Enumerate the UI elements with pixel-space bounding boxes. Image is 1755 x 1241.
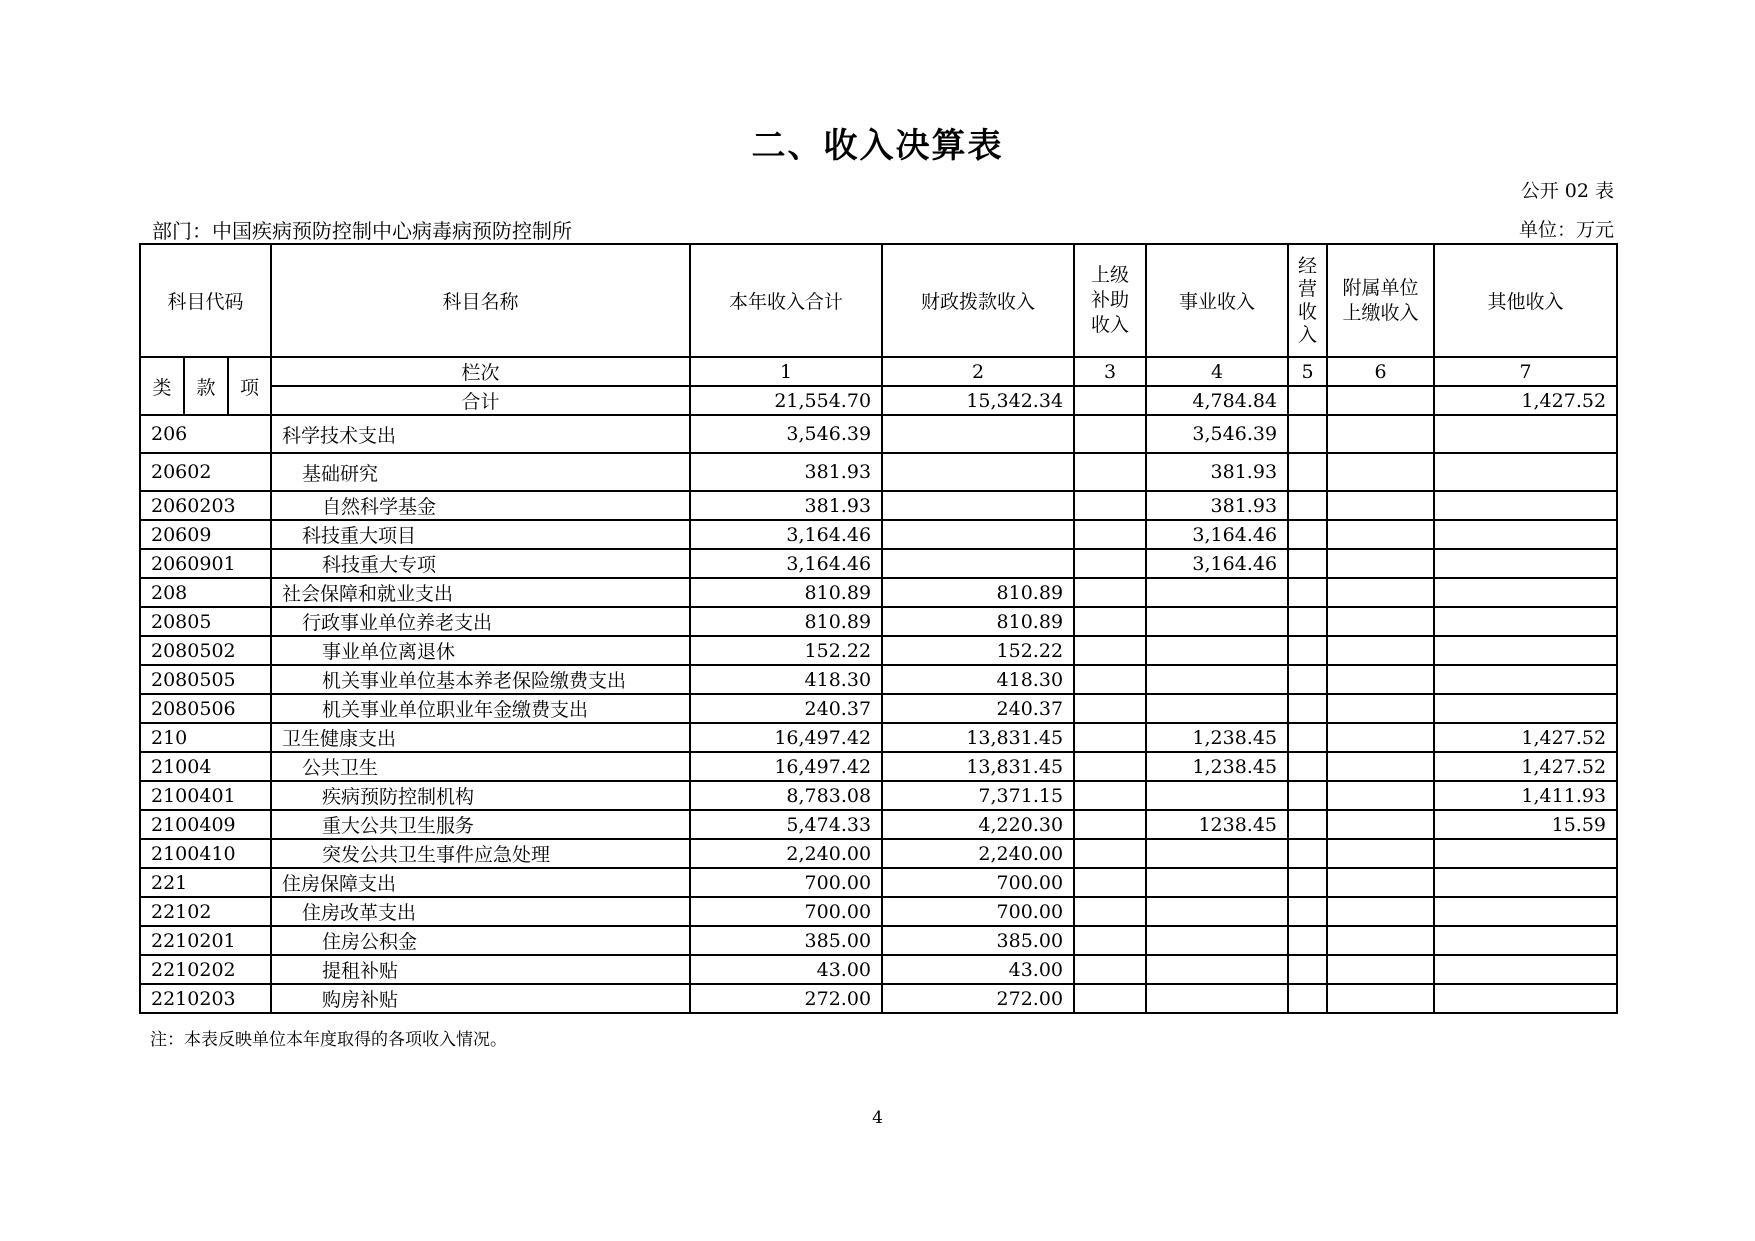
row-code: 2100401 bbox=[140, 781, 271, 810]
row-fiscal bbox=[882, 520, 1074, 549]
row-affiliated bbox=[1327, 926, 1434, 955]
row-superior bbox=[1074, 752, 1146, 781]
row-fiscal: 272.00 bbox=[882, 984, 1074, 1013]
row-superior bbox=[1074, 665, 1146, 694]
header-fiscal: 财政拨款收入 bbox=[882, 244, 1074, 357]
table-row bbox=[140, 723, 1617, 752]
row-code: 2080502 bbox=[140, 636, 271, 665]
row-business: 3,164.46 bbox=[1146, 520, 1288, 549]
row-other bbox=[1434, 453, 1617, 491]
row-total: 16,497.42 bbox=[690, 752, 882, 781]
row-name-cell bbox=[271, 723, 690, 752]
row-superior bbox=[1074, 868, 1146, 897]
row-operating bbox=[1288, 984, 1327, 1013]
row-superior bbox=[1074, 491, 1146, 520]
income-table bbox=[139, 243, 1618, 1014]
row-superior bbox=[1074, 723, 1146, 752]
department-label: 部门：中国疾病预防控制中心病毒病预防控制所 bbox=[152, 219, 572, 243]
unit-label: 单位：万元 bbox=[1518, 219, 1614, 241]
row-name: 基础研究 bbox=[302, 462, 379, 485]
row-operating bbox=[1288, 897, 1327, 926]
row-fiscal: 43.00 bbox=[882, 955, 1074, 984]
summary-operating bbox=[1288, 386, 1327, 415]
row-name: 社会保障和就业支出 bbox=[282, 583, 454, 605]
col-index-1: 1 bbox=[690, 357, 882, 386]
table-row bbox=[140, 520, 1617, 549]
row-business bbox=[1146, 781, 1288, 810]
summary-label: 合计 bbox=[271, 386, 690, 415]
row-superior bbox=[1074, 955, 1146, 984]
row-superior bbox=[1074, 839, 1146, 868]
row-operating bbox=[1288, 955, 1327, 984]
row-fiscal: 700.00 bbox=[882, 897, 1074, 926]
col-index-5: 5 bbox=[1288, 357, 1327, 386]
row-name: 公共卫生 bbox=[302, 757, 379, 779]
header-superior-line-3: 收入 bbox=[1091, 314, 1130, 336]
header-operating-line-2: 营 bbox=[1298, 277, 1318, 300]
row-other bbox=[1434, 839, 1617, 868]
header-name: 科目名称 bbox=[271, 244, 690, 357]
row-fiscal: 810.89 bbox=[882, 578, 1074, 607]
row-affiliated bbox=[1327, 897, 1434, 926]
row-other: 15.59 bbox=[1434, 810, 1617, 839]
header-operating-line-1: 经 bbox=[1298, 254, 1318, 277]
header-operating-line-4: 入 bbox=[1298, 323, 1318, 346]
row-affiliated bbox=[1327, 955, 1434, 984]
row-total: 43.00 bbox=[690, 955, 882, 984]
row-operating bbox=[1288, 810, 1327, 839]
row-affiliated bbox=[1327, 839, 1434, 868]
row-fiscal: 4,220.30 bbox=[882, 810, 1074, 839]
row-code: 22102 bbox=[140, 897, 271, 926]
row-code: 20805 bbox=[140, 607, 271, 636]
row-name-cell bbox=[271, 955, 690, 984]
row-name-cell bbox=[271, 694, 690, 723]
row-affiliated bbox=[1327, 694, 1434, 723]
row-total: 381.93 bbox=[690, 453, 882, 491]
table-row bbox=[140, 868, 1617, 897]
row-fiscal bbox=[882, 453, 1074, 491]
table-row bbox=[140, 897, 1617, 926]
row-name-cell bbox=[271, 752, 690, 781]
row-code: 20602 bbox=[140, 453, 271, 491]
col-index-7: 7 bbox=[1434, 357, 1617, 386]
row-affiliated bbox=[1327, 665, 1434, 694]
row-affiliated bbox=[1327, 752, 1434, 781]
row-business bbox=[1146, 607, 1288, 636]
row-superior bbox=[1074, 984, 1146, 1013]
header-other: 其他收入 bbox=[1434, 244, 1617, 357]
row-name: 科学技术支出 bbox=[282, 424, 397, 447]
row-business: 1,238.45 bbox=[1146, 752, 1288, 781]
row-name-cell bbox=[271, 897, 690, 926]
row-business: 381.93 bbox=[1146, 491, 1288, 520]
row-business: 381.93 bbox=[1146, 453, 1288, 491]
row-name: 事业单位离退休 bbox=[322, 641, 456, 663]
row-name: 行政事业单位养老支出 bbox=[302, 612, 493, 634]
row-other bbox=[1434, 549, 1617, 578]
row-name: 购房补贴 bbox=[322, 989, 399, 1011]
col-index-2: 2 bbox=[882, 357, 1074, 386]
row-other bbox=[1434, 868, 1617, 897]
row-affiliated bbox=[1327, 578, 1434, 607]
table-note: 注：本表反映单位本年度取得的各项收入情况。 bbox=[150, 1030, 507, 1050]
table-row bbox=[140, 752, 1617, 781]
header-lanci: 栏次 bbox=[271, 357, 690, 386]
row-name-cell bbox=[271, 868, 690, 897]
row-other bbox=[1434, 636, 1617, 665]
row-name: 科技重大项目 bbox=[302, 525, 417, 547]
row-name-cell bbox=[271, 839, 690, 868]
table-row bbox=[140, 607, 1617, 636]
row-code: 20609 bbox=[140, 520, 271, 549]
row-total: 240.37 bbox=[690, 694, 882, 723]
row-name: 提租补贴 bbox=[322, 960, 399, 982]
table-row bbox=[140, 810, 1617, 839]
row-business bbox=[1146, 868, 1288, 897]
summary-fiscal: 15,342.34 bbox=[882, 386, 1074, 415]
row-total: 700.00 bbox=[690, 868, 882, 897]
header-lei: 类 bbox=[140, 357, 184, 415]
row-fiscal: 7,371.15 bbox=[882, 781, 1074, 810]
row-other bbox=[1434, 665, 1617, 694]
row-business: 1238.45 bbox=[1146, 810, 1288, 839]
table-row bbox=[140, 926, 1617, 955]
row-other: 1,411.93 bbox=[1434, 781, 1617, 810]
row-name: 住房公积金 bbox=[322, 931, 418, 953]
row-affiliated bbox=[1327, 810, 1434, 839]
row-operating bbox=[1288, 665, 1327, 694]
row-operating bbox=[1288, 636, 1327, 665]
row-superior bbox=[1074, 520, 1146, 549]
column-index-row bbox=[140, 357, 1617, 386]
row-operating bbox=[1288, 781, 1327, 810]
row-name: 自然科学基金 bbox=[322, 496, 437, 518]
header-operating bbox=[1288, 244, 1327, 357]
page-title: 二、收入决算表 bbox=[751, 126, 1004, 166]
row-name-cell bbox=[271, 549, 690, 578]
row-fiscal: 13,831.45 bbox=[882, 752, 1074, 781]
row-fiscal bbox=[882, 491, 1074, 520]
row-code: 210 bbox=[140, 723, 271, 752]
row-other bbox=[1434, 984, 1617, 1013]
row-name-cell bbox=[271, 665, 690, 694]
row-operating bbox=[1288, 520, 1327, 549]
row-code: 2060203 bbox=[140, 491, 271, 520]
row-operating bbox=[1288, 752, 1327, 781]
summary-other: 1,427.52 bbox=[1434, 386, 1617, 415]
row-affiliated bbox=[1327, 491, 1434, 520]
row-code: 2210203 bbox=[140, 984, 271, 1013]
row-affiliated bbox=[1327, 607, 1434, 636]
summary-row bbox=[140, 386, 1617, 415]
table-row bbox=[140, 549, 1617, 578]
header-code: 科目代码 bbox=[140, 244, 271, 357]
row-name-cell bbox=[271, 636, 690, 665]
row-other bbox=[1434, 926, 1617, 955]
row-code: 2100409 bbox=[140, 810, 271, 839]
header-kuan: 款 bbox=[184, 357, 228, 415]
row-code: 221 bbox=[140, 868, 271, 897]
table-row bbox=[140, 955, 1617, 984]
row-code: 208 bbox=[140, 578, 271, 607]
row-fiscal: 152.22 bbox=[882, 636, 1074, 665]
row-business bbox=[1146, 694, 1288, 723]
row-other bbox=[1434, 415, 1617, 453]
row-name: 重大公共卫生服务 bbox=[322, 815, 475, 837]
row-superior bbox=[1074, 578, 1146, 607]
row-name-cell bbox=[271, 520, 690, 549]
row-other bbox=[1434, 694, 1617, 723]
row-total: 2,240.00 bbox=[690, 839, 882, 868]
row-fiscal: 13,831.45 bbox=[882, 723, 1074, 752]
row-affiliated bbox=[1327, 723, 1434, 752]
header-affiliated-line-1: 附属单位 bbox=[1342, 276, 1419, 299]
row-affiliated bbox=[1327, 868, 1434, 897]
row-name-cell bbox=[271, 781, 690, 810]
row-other bbox=[1434, 607, 1617, 636]
row-operating bbox=[1288, 868, 1327, 897]
header-xiang: 项 bbox=[228, 357, 271, 415]
row-total: 16,497.42 bbox=[690, 723, 882, 752]
header-operating-line-3: 收 bbox=[1298, 300, 1318, 323]
row-total: 418.30 bbox=[690, 665, 882, 694]
row-other bbox=[1434, 578, 1617, 607]
table-row bbox=[140, 453, 1617, 491]
row-total: 381.93 bbox=[690, 491, 882, 520]
row-business bbox=[1146, 926, 1288, 955]
row-name: 住房保障支出 bbox=[282, 873, 397, 895]
row-name-cell bbox=[271, 578, 690, 607]
row-code: 2080505 bbox=[140, 665, 271, 694]
row-fiscal: 385.00 bbox=[882, 926, 1074, 955]
row-name: 疾病预防控制机构 bbox=[322, 786, 475, 808]
row-other: 1,427.52 bbox=[1434, 723, 1617, 752]
row-code: 2080506 bbox=[140, 694, 271, 723]
table-row bbox=[140, 636, 1617, 665]
header-affiliated-line-2: 上缴收入 bbox=[1342, 301, 1419, 324]
row-business: 3,164.46 bbox=[1146, 549, 1288, 578]
row-superior bbox=[1074, 607, 1146, 636]
row-code: 2060901 bbox=[140, 549, 271, 578]
header-superior bbox=[1074, 244, 1146, 357]
row-total: 8,783.08 bbox=[690, 781, 882, 810]
row-affiliated bbox=[1327, 520, 1434, 549]
row-business: 3,546.39 bbox=[1146, 415, 1288, 453]
row-name-cell bbox=[271, 415, 690, 453]
table-row bbox=[140, 694, 1617, 723]
row-operating bbox=[1288, 839, 1327, 868]
table-row bbox=[140, 665, 1617, 694]
row-other bbox=[1434, 520, 1617, 549]
row-operating bbox=[1288, 578, 1327, 607]
row-total: 3,164.46 bbox=[690, 549, 882, 578]
row-superior bbox=[1074, 549, 1146, 578]
row-fiscal: 2,240.00 bbox=[882, 839, 1074, 868]
row-total: 5,474.33 bbox=[690, 810, 882, 839]
row-total: 385.00 bbox=[690, 926, 882, 955]
header-superior-line-1: 上级 bbox=[1091, 264, 1130, 286]
row-fiscal bbox=[882, 415, 1074, 453]
row-name: 突发公共卫生事件应急处理 bbox=[322, 844, 551, 866]
header-row bbox=[140, 244, 1617, 357]
table-row bbox=[140, 415, 1617, 453]
row-name-cell bbox=[271, 926, 690, 955]
summary-superior bbox=[1074, 386, 1146, 415]
row-total: 272.00 bbox=[690, 984, 882, 1013]
row-superior bbox=[1074, 694, 1146, 723]
row-affiliated bbox=[1327, 636, 1434, 665]
row-total: 810.89 bbox=[690, 607, 882, 636]
row-name-cell bbox=[271, 491, 690, 520]
row-operating bbox=[1288, 415, 1327, 453]
row-fiscal: 700.00 bbox=[882, 868, 1074, 897]
row-affiliated bbox=[1327, 453, 1434, 491]
row-other bbox=[1434, 955, 1617, 984]
header-total: 本年收入合计 bbox=[690, 244, 882, 357]
row-code: 21004 bbox=[140, 752, 271, 781]
row-name: 卫生健康支出 bbox=[282, 728, 397, 750]
table-row bbox=[140, 578, 1617, 607]
row-superior bbox=[1074, 636, 1146, 665]
row-business bbox=[1146, 636, 1288, 665]
table-row bbox=[140, 839, 1617, 868]
row-name: 机关事业单位职业年金缴费支出 bbox=[322, 699, 589, 721]
row-name-cell bbox=[271, 607, 690, 636]
row-total: 3,164.46 bbox=[690, 520, 882, 549]
row-operating bbox=[1288, 549, 1327, 578]
row-business: 1,238.45 bbox=[1146, 723, 1288, 752]
row-business bbox=[1146, 984, 1288, 1013]
row-name: 机关事业单位基本养老保险缴费支出 bbox=[322, 670, 627, 692]
row-superior bbox=[1074, 926, 1146, 955]
row-operating bbox=[1288, 723, 1327, 752]
header-affiliated bbox=[1327, 244, 1434, 357]
row-superior bbox=[1074, 781, 1146, 810]
row-business bbox=[1146, 578, 1288, 607]
row-code: 2100410 bbox=[140, 839, 271, 868]
row-superior bbox=[1074, 415, 1146, 453]
summary-affiliated bbox=[1327, 386, 1434, 415]
page-number: 4 bbox=[872, 1108, 883, 1128]
row-superior bbox=[1074, 810, 1146, 839]
header-superior-line-2: 补助 bbox=[1091, 289, 1130, 311]
row-name-cell bbox=[271, 453, 690, 491]
row-operating bbox=[1288, 607, 1327, 636]
row-fiscal: 810.89 bbox=[882, 607, 1074, 636]
row-other bbox=[1434, 491, 1617, 520]
row-name-cell bbox=[271, 984, 690, 1013]
row-affiliated bbox=[1327, 984, 1434, 1013]
table-row bbox=[140, 491, 1617, 520]
row-superior bbox=[1074, 453, 1146, 491]
row-business bbox=[1146, 955, 1288, 984]
row-code: 206 bbox=[140, 415, 271, 453]
row-other bbox=[1434, 897, 1617, 926]
row-total: 700.00 bbox=[690, 897, 882, 926]
row-total: 810.89 bbox=[690, 578, 882, 607]
col-index-6: 6 bbox=[1327, 357, 1434, 386]
table-row bbox=[140, 984, 1617, 1013]
row-fiscal: 418.30 bbox=[882, 665, 1074, 694]
summary-total: 21,554.70 bbox=[690, 386, 882, 415]
header-business: 事业收入 bbox=[1146, 244, 1288, 357]
row-business bbox=[1146, 839, 1288, 868]
row-affiliated bbox=[1327, 549, 1434, 578]
col-index-4: 4 bbox=[1146, 357, 1288, 386]
row-affiliated bbox=[1327, 781, 1434, 810]
form-number: 公开 02 表 bbox=[1520, 180, 1614, 202]
row-business bbox=[1146, 897, 1288, 926]
row-code: 2210201 bbox=[140, 926, 271, 955]
summary-business: 4,784.84 bbox=[1146, 386, 1288, 415]
row-name: 住房改革支出 bbox=[302, 902, 417, 924]
row-fiscal bbox=[882, 549, 1074, 578]
row-total: 152.22 bbox=[690, 636, 882, 665]
table-row bbox=[140, 781, 1617, 810]
row-affiliated bbox=[1327, 415, 1434, 453]
row-operating bbox=[1288, 491, 1327, 520]
row-code: 2210202 bbox=[140, 955, 271, 984]
row-fiscal: 240.37 bbox=[882, 694, 1074, 723]
row-operating bbox=[1288, 926, 1327, 955]
row-operating bbox=[1288, 453, 1327, 491]
row-name: 科技重大专项 bbox=[322, 554, 437, 576]
row-name-cell bbox=[271, 810, 690, 839]
row-superior bbox=[1074, 897, 1146, 926]
row-operating bbox=[1288, 694, 1327, 723]
row-business bbox=[1146, 665, 1288, 694]
row-total: 3,546.39 bbox=[690, 415, 882, 453]
row-other: 1,427.52 bbox=[1434, 752, 1617, 781]
col-index-3: 3 bbox=[1074, 357, 1146, 386]
